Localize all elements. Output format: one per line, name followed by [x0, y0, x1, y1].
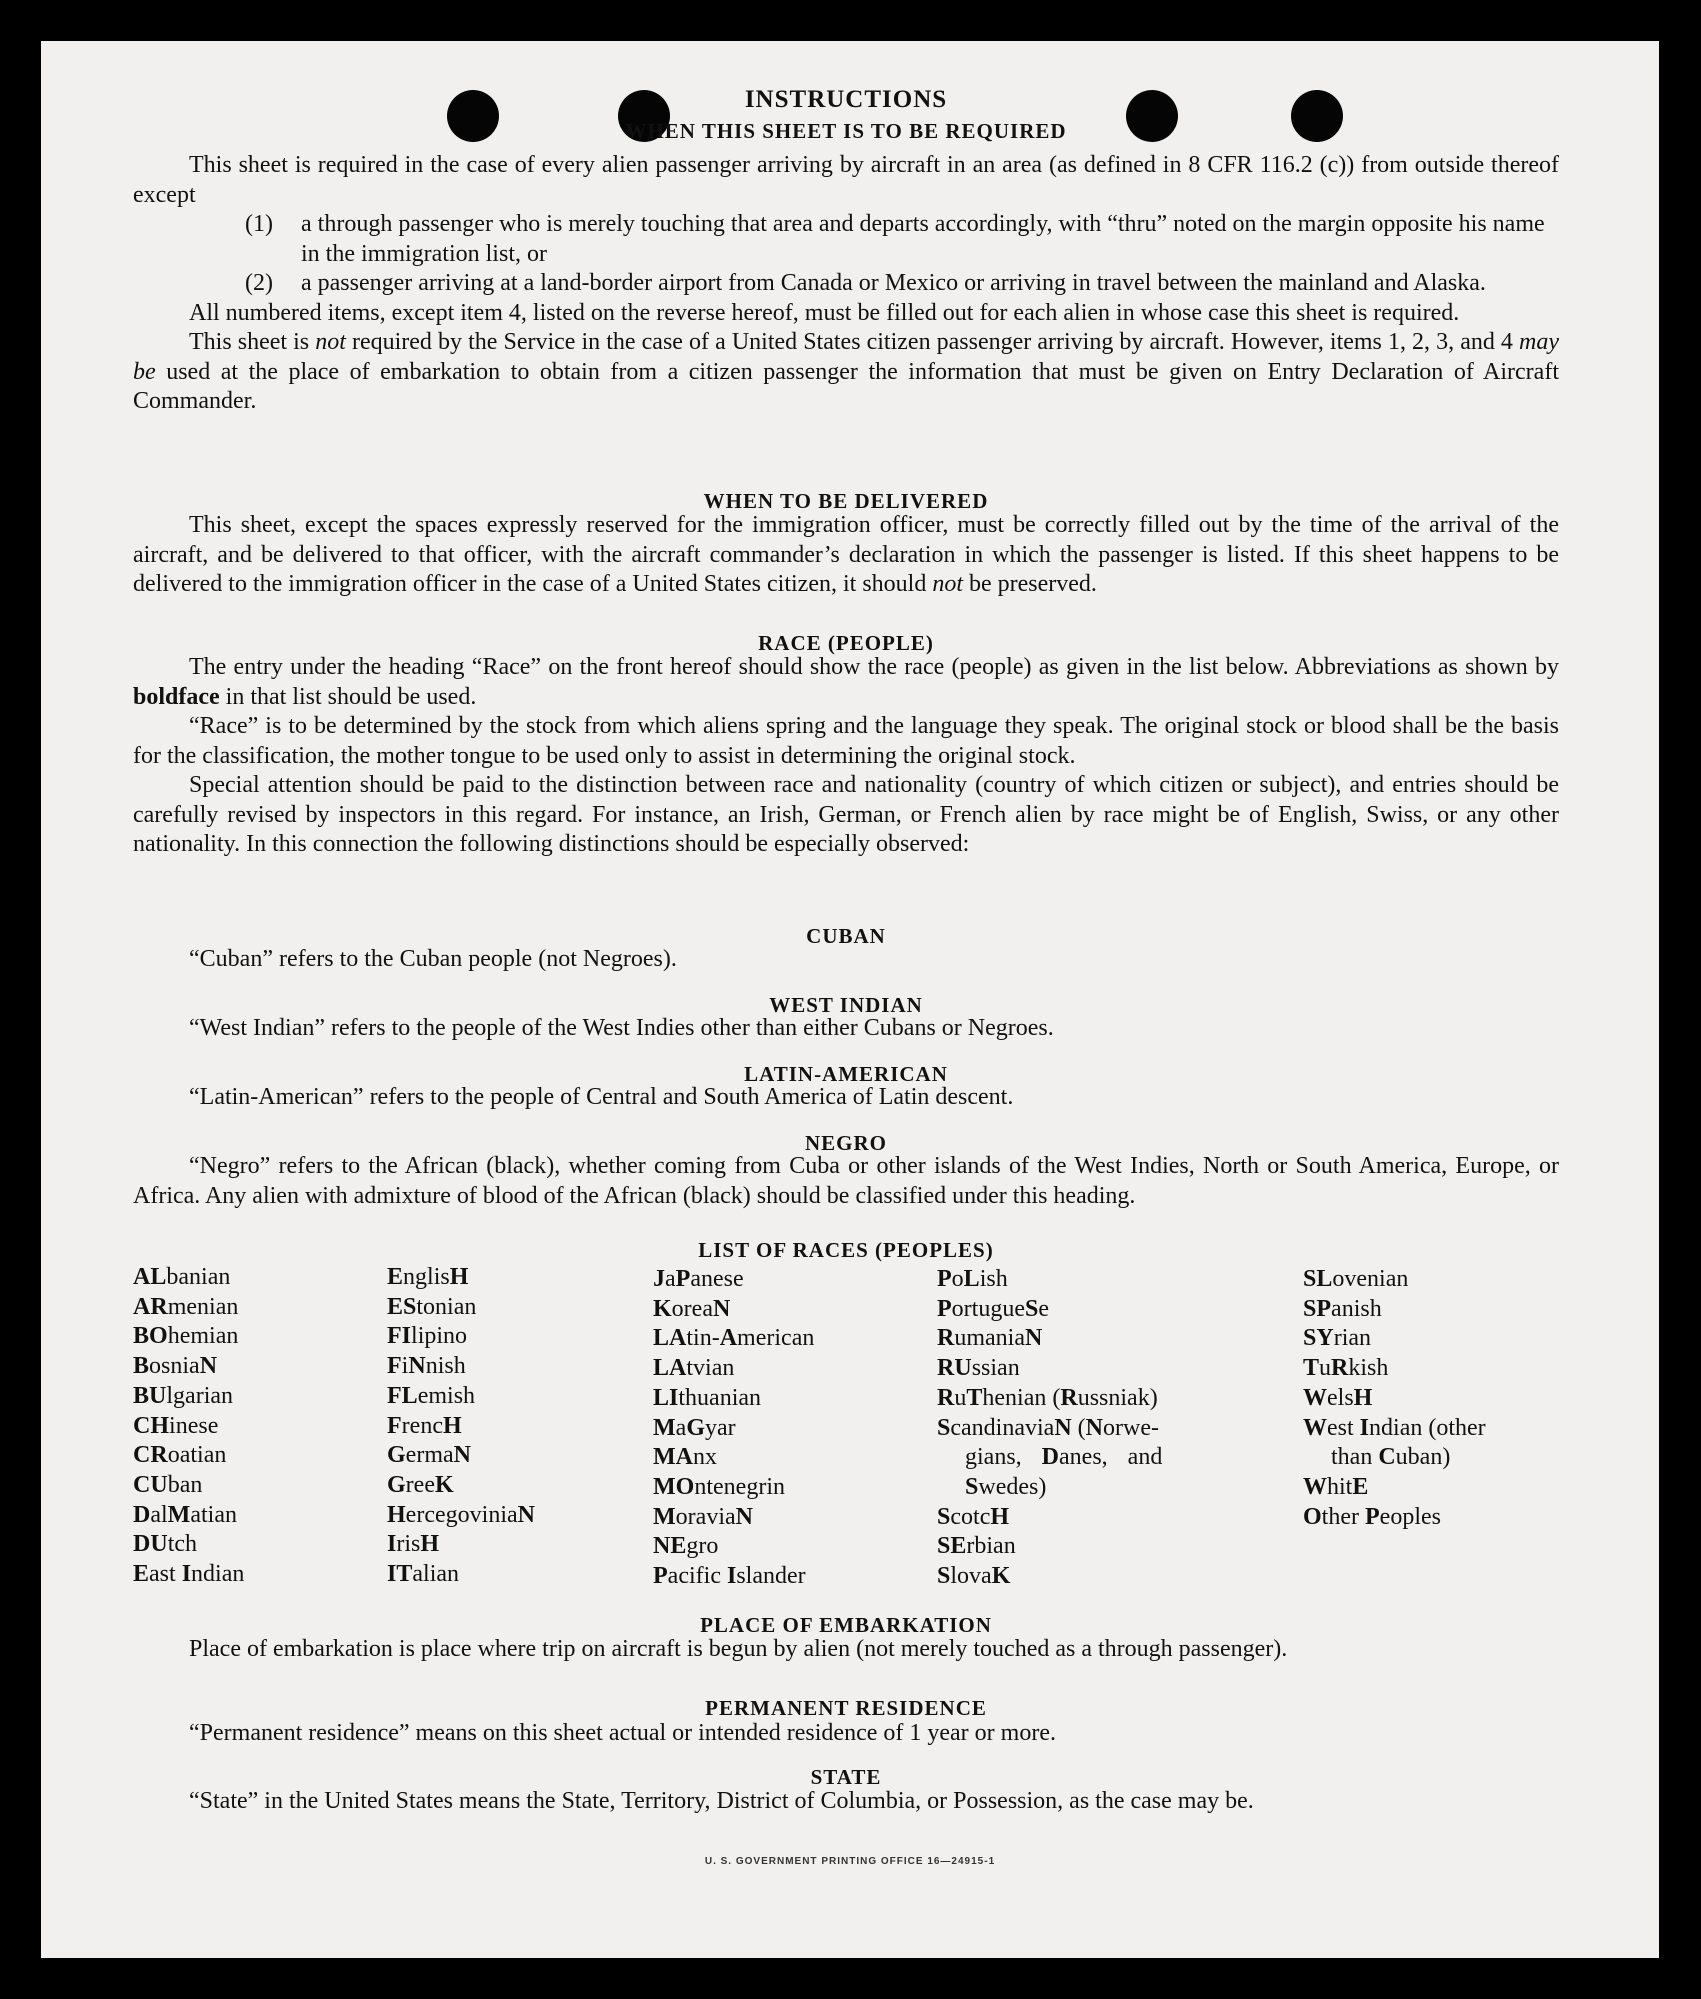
printer-imprint: U. S. GOVERNMENT PRINTING OFFICE 16—24915-1: [704, 1856, 996, 1867]
race-column: [1303, 1265, 1486, 1532]
section-heading: PERMANENT RESIDENCE: [705, 1696, 987, 1720]
list-item: DUtch: [133, 1531, 198, 1558]
list-item: JaPanese: [653, 1266, 744, 1292]
list-item: FiNnish: [387, 1353, 466, 1380]
list-item: MAnx: [653, 1444, 717, 1471]
section-heading: LIST OF RACES (PEOPLES): [698, 1238, 994, 1262]
paragraph: “Negro” refers to the African (black), whether coming from Cuba or other islands of the West Indies, North or South America, Europe, or Africa. Any alien with admixture of blood of the African (black) should be classified under this heading.: [133, 1153, 1559, 1209]
list-item: RUssian: [937, 1355, 1020, 1382]
list-item: WelsH: [1303, 1384, 1373, 1411]
paragraph: “Race” is to be determined by the stock from which aliens spring and the language they speak. The original stock or blood shall be the basis for the classification, the mother tongue to be used only to assist in determining the original stock.: [133, 713, 1559, 769]
list-item: EnglisH: [387, 1264, 469, 1290]
list-item: Pacific Islander: [653, 1563, 806, 1590]
section-heading: STATE: [810, 1765, 882, 1789]
list-item: MaGyar: [653, 1414, 736, 1441]
page-title: INSTRUCTIONS: [744, 86, 948, 113]
section-heading: RACE (PEOPLE): [758, 631, 934, 655]
list-item: East Indian: [133, 1561, 245, 1588]
list-item: MOntenegrin: [653, 1473, 785, 1500]
list-item: SPanish: [1303, 1295, 1382, 1322]
list-item: BOhemian: [133, 1323, 239, 1350]
list-item: ITalian: [387, 1561, 460, 1588]
list-item: DalMatian: [133, 1501, 237, 1528]
list-item: WhitE: [1303, 1473, 1369, 1500]
list-item: ScandinaviaN (Norwe-: [937, 1414, 1160, 1441]
list-item: BUlgarian: [133, 1382, 234, 1409]
list-item: LAtvian: [653, 1355, 735, 1382]
paragraph: “Latin-American” refers to the people of Central and South America of Latin descent.: [189, 1084, 1014, 1110]
paragraph: This sheet is required in the case of every alien passenger arriving by aircraft in an area (as defined in 8 CFR 116.2 (c)) from outside thereof except: [133, 152, 1559, 208]
list-item: LAtin-American: [653, 1325, 815, 1352]
list-item: SErbian: [937, 1533, 1016, 1560]
list-item: NEgro: [653, 1533, 719, 1560]
list-item: IrisH: [387, 1531, 440, 1558]
list-item: SlovaK: [937, 1563, 1011, 1590]
list-item: CHinese: [133, 1412, 219, 1439]
paragraph: This sheet is not required by the Service in the case of a United States citizen passenger arriving by aircraft. However, items 1, 2, 3, and 4 may be used at the place of embarkation to obtain from a citizen passenger the information that must be given on Entry Declaration of Aircraft Commander.: [133, 329, 1559, 414]
list-item: RumaniaN: [937, 1325, 1043, 1352]
list-item: SLovenian: [1303, 1266, 1409, 1292]
section-heading: WHEN THIS SHEET IS TO BE REQUIRED: [625, 119, 1067, 143]
section-heading: WEST INDIAN: [769, 993, 923, 1017]
list-item: FLemish: [387, 1382, 476, 1409]
list-item: CUban: [133, 1471, 203, 1498]
paragraph: All numbered items, except item 4, listed on the reverse hereof, must be filled out for each alien in whose case this sheet is required.: [189, 299, 1460, 326]
list-item: LIthuanian: [653, 1384, 762, 1411]
list-item: Swedes): [965, 1473, 1047, 1500]
race-column: [653, 1265, 814, 1592]
item-number: (1): [245, 211, 273, 237]
list-item: CRoatian: [133, 1442, 227, 1469]
list-item: [245, 210, 1559, 269]
section-heading: WHEN TO BE DELIVERED: [703, 489, 989, 513]
item-text: a through passenger who is merely touching that area and departs accordingly, with “thru” noted on the margin opposite his name in the immigration list, or: [301, 211, 1545, 267]
list-item: ARmenian: [133, 1293, 239, 1320]
section-race: [133, 653, 1559, 860]
document-page: [41, 41, 1659, 1958]
paragraph: “West Indian” refers to the people of the West Indies other than either Cubans or Negroes.: [189, 1015, 1054, 1041]
list-item: EStonian: [387, 1293, 477, 1320]
paragraph: The entry under the heading “Race” on the front hereof should show the race (people) as given in the list below. Abbreviations as shown by boldface in that list should be used.: [133, 654, 1559, 710]
item-number: (2): [245, 270, 273, 296]
race-column: [937, 1265, 1162, 1592]
paragraph: This sheet, except the spaces expressly reserved for the immigration officer, must be correctly filled out by the time of the arrival of the aircraft, and be delivered to that officer, with the aircraft commander’s declaration in which the passenger is listed. If this sheet happens to be delivered to the immigration officer in the case of a United States citizen, it should not be preserved.: [133, 512, 1559, 597]
item-text: a passenger arriving at a land-border airport from Canada or Mexico or arriving in travel between the mainland and Alaska.: [301, 270, 1486, 296]
section-heading: NEGRO: [804, 1131, 887, 1155]
list-item: [245, 269, 1559, 299]
list-item: MoraviaN: [653, 1503, 753, 1530]
race-column: [387, 1263, 535, 1590]
section-heading: PLACE OF EMBARKATION: [700, 1613, 992, 1637]
list-item: KoreaN: [653, 1295, 731, 1322]
list-item: PoLish: [937, 1266, 1008, 1292]
paragraph: “Cuban” refers to the Cuban people (not Negroes).: [189, 946, 677, 972]
list-item: than Cuban): [1331, 1444, 1451, 1471]
list-item: BosniaN: [133, 1353, 218, 1380]
list-item: TuRkish: [1303, 1355, 1389, 1382]
list-item: SYrian: [1303, 1325, 1372, 1352]
list-item: FIlipino: [387, 1323, 468, 1350]
list-item: GermaN: [387, 1442, 471, 1469]
section-heading: LATIN-AMERICAN: [744, 1062, 948, 1086]
paragraph: Place of embarkation is place where trip on aircraft is begun by alien (not merely touched as a through passenger).: [189, 1636, 1288, 1662]
list-item: Other Peoples: [1303, 1503, 1441, 1530]
section-heading: CUBAN: [806, 924, 886, 948]
section-required: [133, 151, 1559, 417]
paragraph: “Permanent residence” means on this sheet actual or intended residence of 1 year or more.: [189, 1720, 1056, 1746]
list-item: West Indian (other: [1303, 1414, 1486, 1441]
list-item: RuThenian (Russniak): [937, 1384, 1158, 1411]
list-item: FrencH: [387, 1412, 462, 1439]
paragraph: “State” in the United States means the State, Territory, District of Columbia, or Possession, as the case may be.: [189, 1788, 1254, 1814]
list-item: ScotcH: [937, 1503, 1010, 1530]
list-item: ALbanian: [133, 1264, 231, 1290]
race-column: [133, 1263, 244, 1590]
list-item: GreeK: [387, 1471, 454, 1498]
paragraph: Special attention should be paid to the distinction between race and nationality (country of which citizen or subject), and entries should be carefully revised by inspectors in this regard. For instance, an Irish, German, or French alien by race might be of English, Swiss, or any other nationality. In this connection the following distinctions should be especially observed:: [133, 772, 1559, 857]
list-item: gians, Danes, and: [965, 1444, 1163, 1471]
list-item: PortugueSe: [937, 1295, 1050, 1322]
list-item: HercegoviniaN: [387, 1501, 535, 1528]
